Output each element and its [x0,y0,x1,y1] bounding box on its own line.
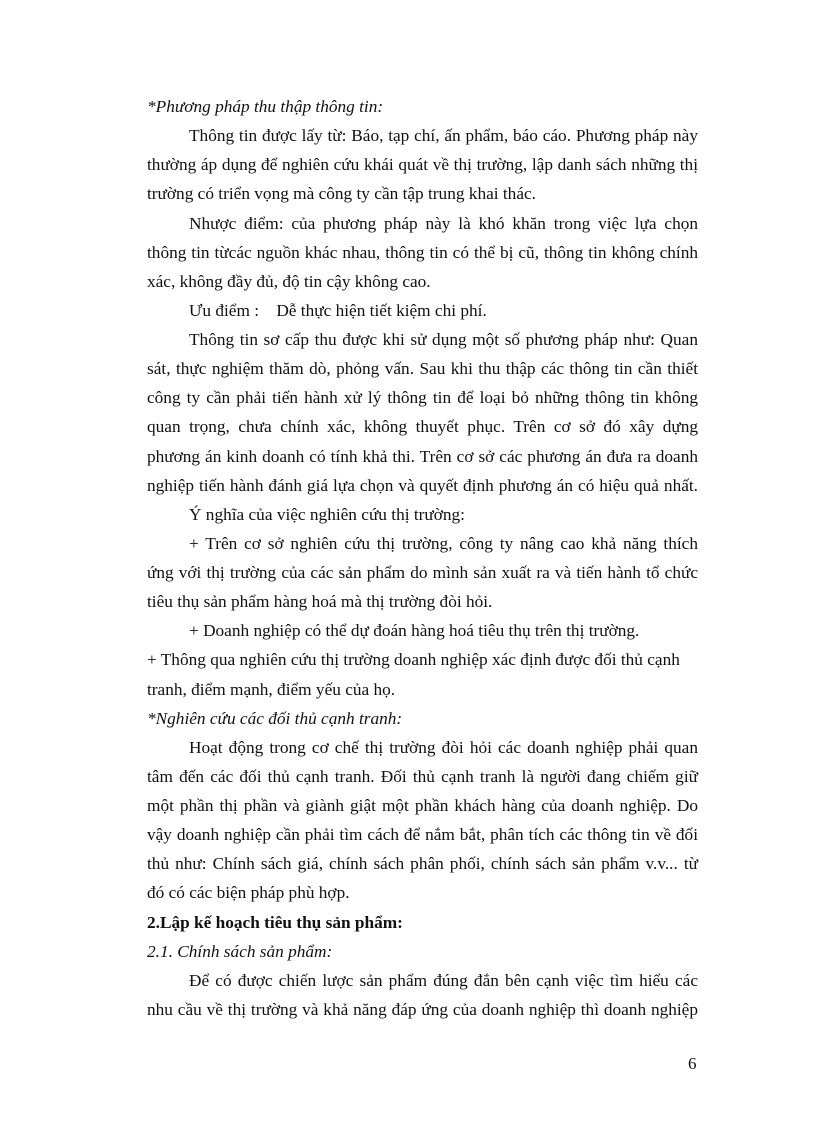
list-item-line: ứng với thị trường của các sản phẩm do mình sản xuất ra và tiến hành tổ chức [147,563,698,582]
paragraph-line: nghiệp tiến hành đánh giá lựa chọn và quyết định phương án có hiệu quả nhất. [147,476,698,495]
section-heading-sales-plan: 2.Lập kế hoạch tiêu thụ sản phẩm: [147,913,403,932]
paragraph-line: Thông tin được lấy từ: Báo, tạp chí, ấn phẩm, báo cáo. Phương pháp này [189,126,698,145]
list-item-line: + Thông qua nghiên cứu thị trường doanh nghiệp xác định được đối thủ cạnh [147,650,680,669]
paragraph-line: Nhược điểm: của phương pháp này là khó khăn trong việc lựa chọn [189,214,698,233]
paragraph-line: công ty cần phải tiến hành xử lý thông tin để loại bỏ những thông tin không [147,388,698,407]
paragraph-line: vậy doanh nghiệp cần phải tìm cách để nắm bắt, phân tích các thông tin về đối [147,825,698,844]
paragraph-line: tâm đến các đối thủ cạnh tranh. Đối thủ cạnh tranh là người đang chiếm giữ [147,767,698,786]
paragraph-line: phương án kinh doanh có tính khả thi. Trên cơ sở các phương án đưa ra doanh [147,447,698,466]
paragraph-line: thủ như: Chính sách giá, chính sách phân phối, chính sách sản phẩm v.v... từ [147,854,698,873]
paragraph-line: sát, thực nghiệm thăm dò, phỏng vấn. Sau khi thu thập các thông tin cần thiết [147,359,698,378]
paragraph-line: Ưu điểm : Dễ thực hiện tiết kiệm chi phí. [189,301,487,320]
paragraph-line: thường áp dụng để nghiên cứu khái quát về thị trường, lập danh sách những thị [147,155,698,174]
list-item-line: tiêu thụ sản phẩm hàng hoá mà thị trường đòi hỏi. [147,592,493,611]
list-item-line: tranh, điểm mạnh, điểm yếu của họ. [147,680,396,699]
section-heading-competitors: *Nghiên cứu các đối thủ cạnh tranh: [147,709,403,728]
paragraph-line: quan trọng, chưa chính xác, không thuyết phục. Trên cơ sở đó xây dựng [147,417,698,436]
paragraph-line: một phần thị phần và giành giật một phần khách hàng của doanh nghiệp. Do [147,796,698,815]
section-heading-info-collection: *Phương pháp thu thập thông tin: [147,97,384,116]
paragraph-line: Hoạt động trong cơ chế thị trường đòi hỏi các doanh nghiệp phải quan [189,738,698,757]
paragraph-line: đó có các biện pháp phù hợp. [147,883,350,902]
paragraph-line: trường có triển vọng mà công ty cần tập trung khai thác. [147,184,536,203]
paragraph-line: Thông tin sơ cấp thu được khi sử dụng một số phương pháp như: Quan [189,330,698,349]
paragraph-line: xác, không đầy đủ, độ tin cậy không cao. [147,272,431,291]
paragraph-line: Ý nghĩa của việc nghiên cứu thị trường: [189,505,465,524]
list-item-line: + Trên cơ sở nghiên cứu thị trường, công ty nâng cao khả năng thích [189,534,698,553]
subsection-heading-product-policy: 2.1. Chính sách sản phẩm: [147,942,333,961]
paragraph-line: thông tin từcác nguồn khác nhau, thông tin có thể bị cũ, thông tin không chính [147,243,698,262]
paragraph-line: Để có được chiến lược sản phẩm đúng đắn bên cạnh việc tìm hiểu các [189,971,698,990]
list-item-line: + Doanh nghiệp có thể dự đoán hàng hoá tiêu thụ trên thị trường. [189,621,640,640]
paragraph-line: nhu cầu về thị trường và khả năng đáp ứng của doanh nghiệp thì doanh nghiệp [147,1000,698,1019]
page-number: 6 [688,1054,697,1073]
